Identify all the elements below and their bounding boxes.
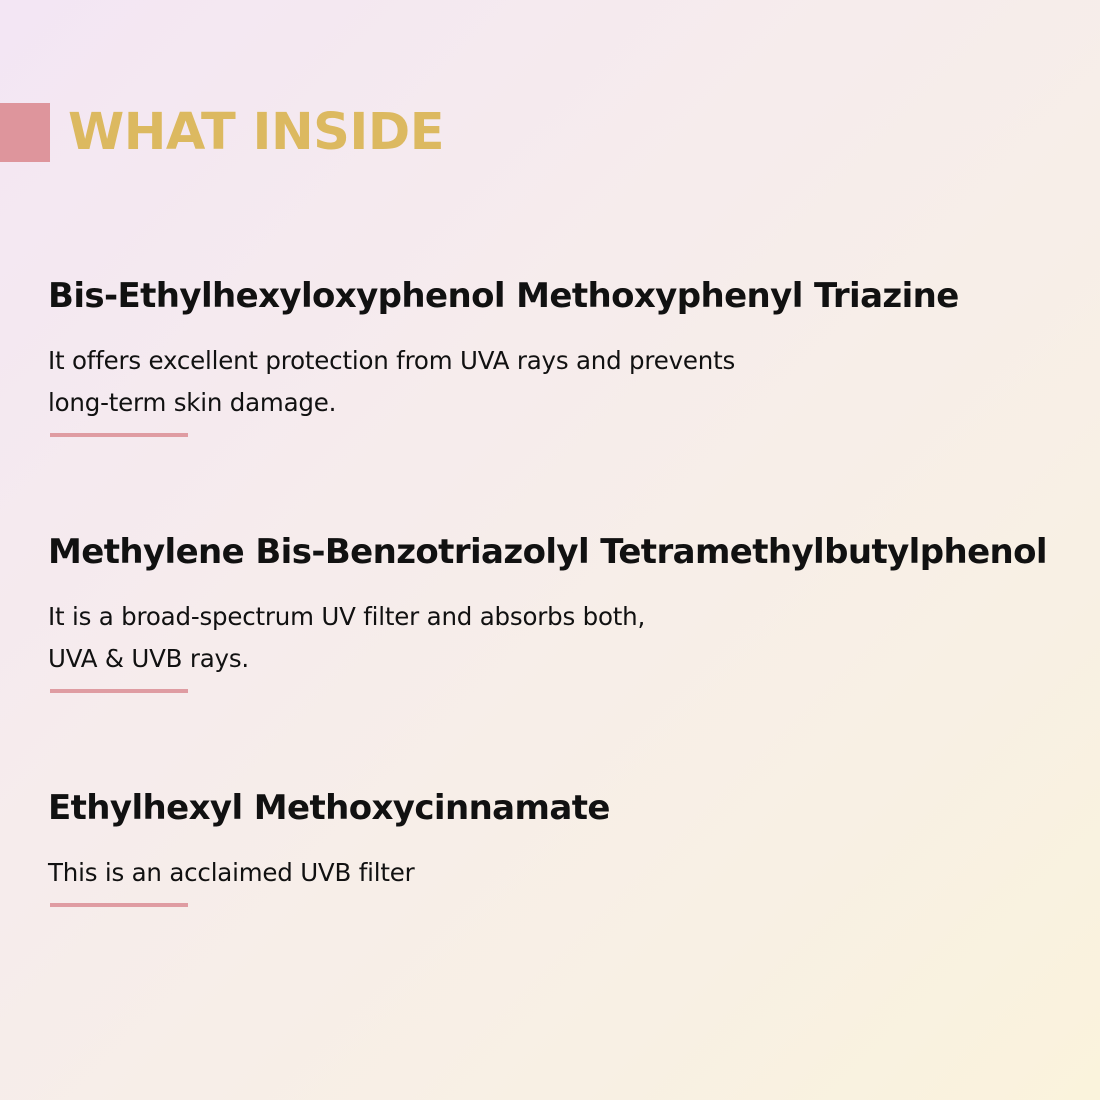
description-line: It is a broad-spectrum UV filter and absorbs both, bbox=[48, 602, 646, 631]
description-line: It offers excellent protection from UVA rays and prevents bbox=[48, 346, 736, 375]
ingredient-name: Bis-Ethylhexyloxyphenol Methoxyphenyl Triazine bbox=[48, 276, 959, 316]
divider-line bbox=[50, 689, 188, 693]
divider-line bbox=[50, 903, 188, 907]
divider-line bbox=[50, 433, 188, 437]
ingredient-item bbox=[48, 530, 1088, 680]
ingredient-item bbox=[48, 786, 1088, 894]
description-line: long-term skin damage. bbox=[48, 388, 337, 417]
description-line: This is an acclaimed UVB filter bbox=[48, 858, 415, 887]
ingredient-description bbox=[48, 852, 1088, 894]
title-accent-bar bbox=[0, 103, 50, 162]
ingredient-name: Methylene Bis-Benzotriazolyl Tetramethylbutylphenol bbox=[48, 532, 1047, 572]
ingredient-description bbox=[48, 340, 1088, 424]
ingredient-name: Ethylhexyl Methoxycinnamate bbox=[48, 788, 610, 828]
ingredient-description bbox=[48, 596, 1088, 680]
section-title: WHAT INSIDE bbox=[68, 103, 445, 162]
ingredient-item bbox=[48, 274, 1088, 424]
description-line: UVA & UVB rays. bbox=[48, 644, 249, 673]
